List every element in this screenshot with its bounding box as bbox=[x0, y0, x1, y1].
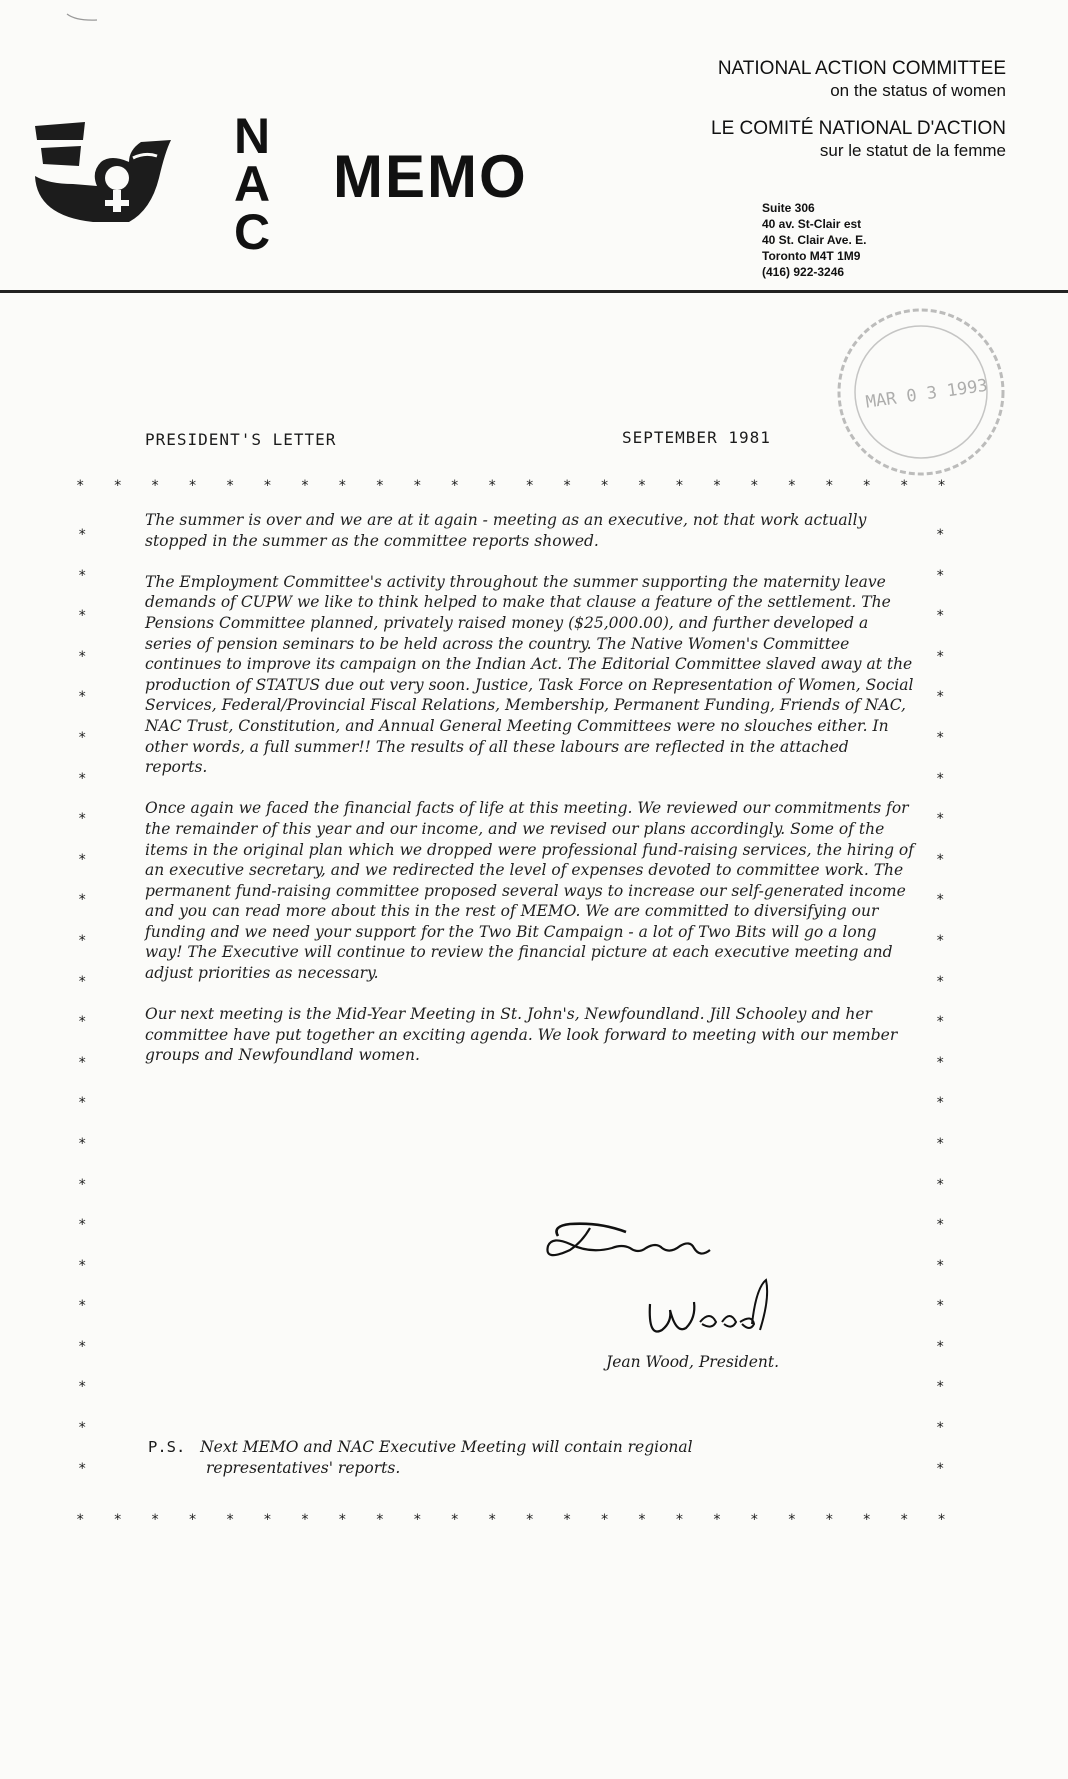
star-glyph: * bbox=[936, 973, 945, 990]
paragraph: The summer is over and we are at it again - meeting as an executive, not that work actually stopped in the summer as the committee reports showed. bbox=[145, 511, 867, 550]
star-glyph: * bbox=[78, 1420, 87, 1437]
star-glyph: * bbox=[787, 478, 797, 494]
star-glyph: * bbox=[150, 1512, 160, 1528]
star-glyph: * bbox=[78, 729, 87, 746]
star-glyph: * bbox=[225, 478, 235, 494]
star-glyph: * bbox=[78, 1176, 87, 1193]
star-glyph: * bbox=[937, 1512, 946, 1528]
stamp-date: MAR 0 3 1993 bbox=[864, 375, 989, 413]
star-glyph: * bbox=[899, 478, 909, 494]
star-glyph: * bbox=[936, 851, 945, 868]
star-glyph: * bbox=[78, 1217, 87, 1234]
star-glyph: * bbox=[936, 1379, 945, 1396]
star-glyph: * bbox=[936, 1460, 945, 1477]
star-glyph: * bbox=[525, 478, 534, 494]
star-glyph: * bbox=[375, 478, 385, 494]
paragraph: Our next meeting is the Mid-Year Meeting in St. John's, Newfoundland. Jill Schooley and her committee have put together an exciting agenda. We look forward to meeting with our member groups and Newfoundland women. bbox=[145, 1005, 898, 1065]
star-glyph: * bbox=[936, 1338, 945, 1355]
address-line: 40 St. Clair Ave. E. bbox=[762, 233, 867, 247]
star-glyph: * bbox=[862, 1512, 871, 1528]
star-glyph: * bbox=[487, 1512, 497, 1528]
star-glyph: * bbox=[300, 478, 310, 494]
star-glyph: * bbox=[562, 1512, 572, 1528]
nac-logo-icon bbox=[33, 118, 173, 226]
star-glyph: * bbox=[712, 478, 722, 494]
star-glyph: * bbox=[936, 1176, 945, 1193]
star-glyph: * bbox=[936, 1135, 945, 1152]
star-glyph: * bbox=[78, 1338, 87, 1355]
star-glyph: * bbox=[562, 478, 572, 494]
star-glyph: * bbox=[113, 1512, 122, 1528]
star-glyph: * bbox=[78, 608, 87, 625]
nac-letter-a: A bbox=[233, 156, 271, 212]
paragraph: The Employment Committee's activity throughout the summer supporting the maternity leave demands of CUPW we like to think helped to make that clause a feature of the settlement. The Pensions Committee planned, privately raised money ($25,000.00), and further developed a series of pension seminars to be held across the country. The Native Women's Committee continues to improve its campaign on the Indian Act. The Editorial Committee slaved away at the production of STATUS due out very soon. Justice, Task Force on Representation of Women, Social Services, Federal/Provincial Fiscal Relations, Membership, Permanent Funding, Friends of NAC, NAC Trust, Constitution, and Annual General Meeting Committees were no slouches either. In other words, a full summer!! The results of all these labours are reflected in the attached reports. bbox=[145, 572, 914, 777]
star-glyph: * bbox=[675, 1512, 684, 1528]
star-glyph: * bbox=[825, 478, 834, 494]
star-glyph: * bbox=[150, 478, 160, 494]
letter-title: PRESIDENT'S LETTER bbox=[145, 430, 337, 449]
star-glyph: * bbox=[78, 851, 87, 868]
star-glyph: * bbox=[450, 1512, 459, 1528]
star-glyph: * bbox=[78, 527, 87, 543]
phone-number: (416) 922-3246 bbox=[762, 265, 845, 279]
star-glyph: * bbox=[188, 478, 197, 494]
signer-name: Jean Wood, President. bbox=[606, 1353, 780, 1371]
star-glyph: * bbox=[263, 1512, 272, 1528]
address-line: Suite 306 bbox=[762, 201, 815, 215]
star-glyph: * bbox=[936, 1095, 945, 1112]
star-glyph: * bbox=[936, 770, 945, 787]
header-divider bbox=[0, 290, 1068, 293]
star-border-bottom bbox=[76, 1512, 946, 1528]
star-glyph: * bbox=[78, 1298, 87, 1315]
office-address bbox=[762, 200, 867, 280]
star-glyph: * bbox=[936, 1420, 945, 1437]
star-glyph: * bbox=[78, 648, 87, 665]
star-glyph: * bbox=[78, 811, 87, 828]
org-subtitle-fr: sur le statut de la femme bbox=[819, 141, 1006, 160]
star-glyph: * bbox=[936, 1054, 945, 1071]
postscript bbox=[148, 1437, 908, 1478]
star-glyph: * bbox=[78, 1054, 87, 1071]
star-glyph: * bbox=[78, 1257, 87, 1274]
star-glyph: * bbox=[338, 478, 347, 494]
star-glyph: * bbox=[600, 1512, 609, 1528]
star-glyph: * bbox=[936, 567, 945, 584]
ps-line: representatives' reports. bbox=[206, 1458, 401, 1477]
star-glyph: * bbox=[225, 1512, 235, 1528]
star-glyph: * bbox=[637, 478, 647, 494]
star-glyph: * bbox=[78, 1379, 87, 1396]
organization-name bbox=[711, 58, 1006, 162]
org-name-fr: LE COMITÉ NATIONAL D'ACTION bbox=[711, 118, 1006, 139]
star-glyph: * bbox=[899, 1512, 909, 1528]
address-line: Toronto M4T 1M9 bbox=[762, 249, 861, 263]
star-glyph: * bbox=[78, 770, 87, 787]
star-glyph: * bbox=[413, 478, 422, 494]
star-glyph: * bbox=[78, 973, 87, 990]
star-glyph: * bbox=[750, 478, 759, 494]
letter-date: SEPTEMBER 1981 bbox=[622, 428, 771, 447]
star-glyph: * bbox=[787, 1512, 797, 1528]
nac-letter-c: C bbox=[233, 204, 271, 260]
star-glyph: * bbox=[712, 1512, 722, 1528]
star-glyph: * bbox=[937, 478, 946, 494]
star-glyph: * bbox=[936, 527, 945, 543]
star-glyph: * bbox=[936, 811, 945, 828]
star-border-right bbox=[936, 515, 944, 1489]
nac-letter-n: N bbox=[233, 108, 271, 164]
star-glyph: * bbox=[936, 1298, 945, 1315]
scan-mark bbox=[66, 12, 98, 24]
star-glyph: * bbox=[525, 1512, 534, 1528]
star-glyph: * bbox=[76, 478, 85, 494]
star-glyph: * bbox=[936, 932, 945, 949]
star-glyph: * bbox=[375, 1512, 385, 1528]
star-glyph: * bbox=[825, 1512, 834, 1528]
star-glyph: * bbox=[113, 478, 122, 494]
star-glyph: * bbox=[750, 1512, 759, 1528]
nac-wordmark bbox=[232, 108, 272, 260]
address-line: 40 av. St-Clair est bbox=[762, 217, 862, 231]
star-glyph: * bbox=[450, 478, 459, 494]
star-glyph: * bbox=[300, 1512, 310, 1528]
star-glyph: * bbox=[78, 1135, 87, 1152]
star-glyph: * bbox=[188, 1512, 197, 1528]
star-glyph: * bbox=[936, 648, 945, 665]
star-glyph: * bbox=[936, 729, 945, 746]
star-glyph: * bbox=[263, 478, 272, 494]
star-glyph: * bbox=[862, 478, 871, 494]
star-glyph: * bbox=[78, 1460, 87, 1477]
received-stamp-icon bbox=[825, 300, 1013, 480]
star-glyph: * bbox=[936, 892, 945, 909]
star-glyph: * bbox=[76, 1512, 85, 1528]
star-glyph: * bbox=[487, 478, 497, 494]
star-border-top bbox=[76, 478, 946, 494]
letter-body bbox=[145, 510, 915, 1087]
star-glyph: * bbox=[78, 689, 87, 706]
star-glyph: * bbox=[78, 892, 87, 909]
paragraph: Once again we faced the financial facts of life at this meeting. We reviewed our commitments for the remainder of this year and our income, and we revised our plans accordingly. Some of the items in the original plan which we dropped were professional fund-raising services, the hiring of an executive secretary, and we redirected the level of expenses devoted to committee work. The permanent fund-raising committee proposed several ways to increase our self-generated income and you can read more about this in the rest of MEMO. We are committed to diversifying our funding and we need your support for the Two Bit Campaign - a lot of Two Bits will go a long way! The Executive will continue to review the financial picture at each executive meeting and adjust priorities as necessary. bbox=[145, 799, 914, 983]
ps-line: Next MEMO and NAC Executive Meeting will contain regional bbox=[200, 1438, 693, 1456]
star-glyph: * bbox=[675, 478, 684, 494]
star-glyph: * bbox=[78, 567, 87, 584]
org-name-en: NATIONAL ACTION COMMITTEE bbox=[717, 58, 1006, 79]
star-glyph: * bbox=[78, 1095, 87, 1112]
star-glyph: * bbox=[338, 1512, 347, 1528]
star-glyph: * bbox=[936, 689, 945, 706]
star-glyph: * bbox=[413, 1512, 422, 1528]
org-subtitle-en: on the status of women bbox=[830, 81, 1006, 100]
signature-icon bbox=[530, 1218, 790, 1358]
star-glyph: * bbox=[637, 1512, 647, 1528]
star-glyph: * bbox=[936, 1014, 945, 1031]
star-border-left bbox=[78, 515, 86, 1489]
star-glyph: * bbox=[936, 1217, 945, 1234]
star-glyph: * bbox=[936, 608, 945, 625]
star-glyph: * bbox=[78, 932, 87, 949]
memo-title: MEMO bbox=[333, 143, 528, 210]
ps-label: P.S. bbox=[148, 1438, 186, 1456]
star-glyph: * bbox=[600, 478, 609, 494]
star-glyph: * bbox=[936, 1257, 945, 1274]
star-glyph: * bbox=[78, 1014, 87, 1031]
